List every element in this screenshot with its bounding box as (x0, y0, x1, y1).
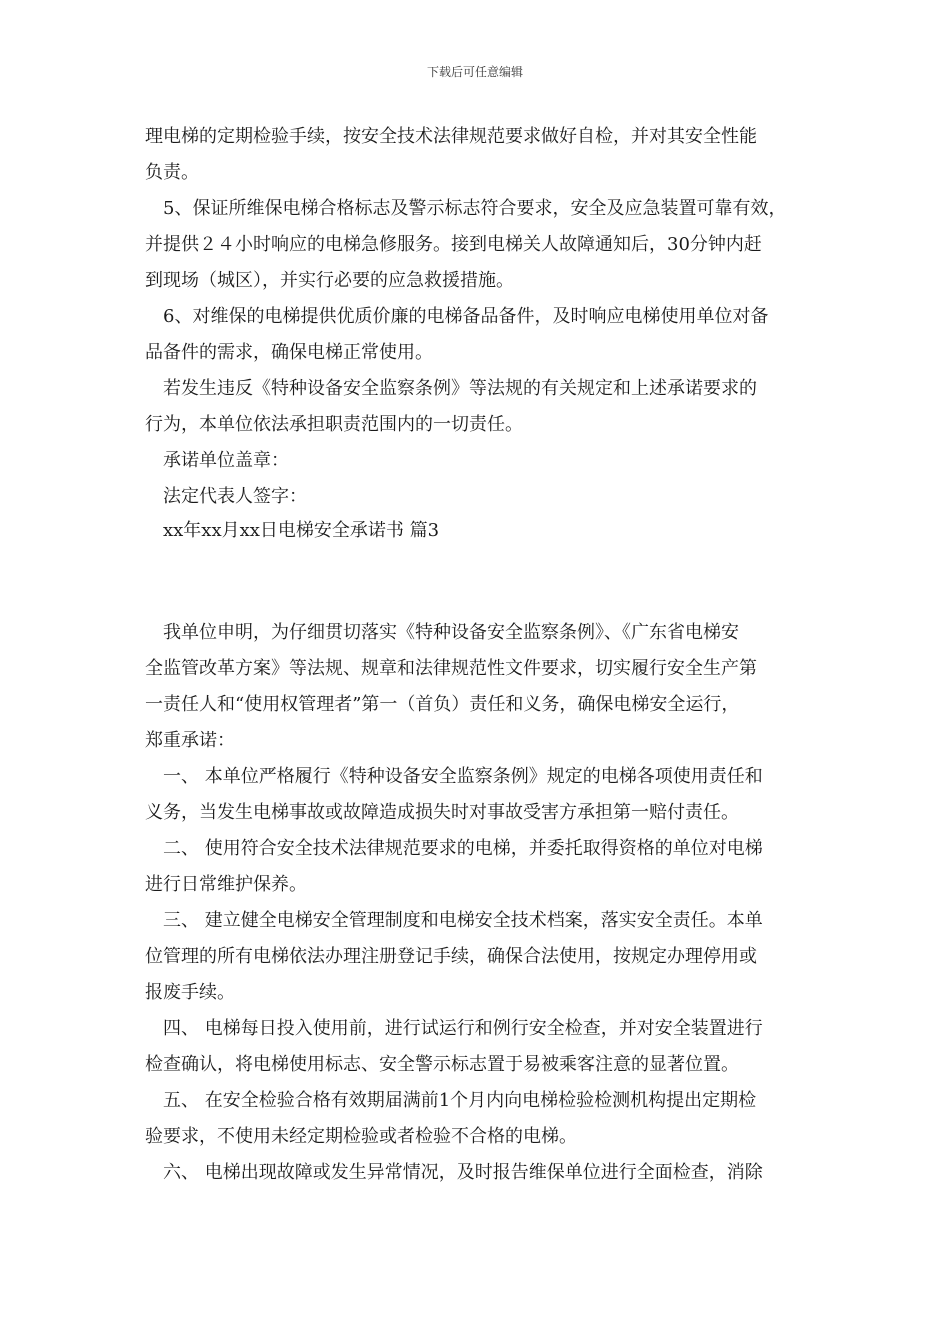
body-line-13: 我单位申明，为仔细贯切落实《特种设备安全监察条例》、《广东省电梯安 (163, 622, 739, 643)
body-line-14: 全监管改革方案》等法规、规章和法律规范性文件要求，切实履行安全生产第 (145, 658, 757, 679)
body-line-22: 位管理的所有电梯依法办理注册登记手续，确保合法使用，按规定办理停用或 (145, 946, 757, 967)
body-line-4: 并提供２４小时响应的电梯急修服务。接到电梯关人故障通知后，30分钟内赶 (145, 234, 762, 255)
body-line-17: 一、 本单位严格履行《特种设备安全监察条例》规定的电梯各项使用责任和 (163, 766, 763, 787)
body-line-18: 义务，当发生电梯事故或故障造成损失时对事故受害方承担第一赔付责任。 (145, 802, 739, 823)
body-line-8: 若发生违反《特种设备安全监察条例》等法规的有关规定和上述承诺要求的 (163, 378, 757, 399)
body-line-20: 进行日常维护保养。 (145, 874, 307, 895)
body-line-7: 品备件的需求，确保电梯正常使用。 (145, 342, 433, 363)
body-line-19: 二、 使用符合安全技术法律规范要求的电梯，并委托取得资格的单位对电梯 (163, 838, 763, 859)
body-line-26: 五、 在安全检验合格有效期届满前1个月内向电梯检验检测机构提出定期检 (163, 1090, 757, 1111)
body-line-27: 验要求，不使用未经定期检验或者检验不合格的电梯。 (145, 1126, 577, 1147)
body-line-25: 检查确认，将电梯使用标志、安全警示标志置于易被乘客注意的显著位置。 (145, 1054, 739, 1075)
body-line-6: 6、对维保的电梯提供优质价廉的电梯备品备件，及时响应电梯使用单位对备 (163, 306, 769, 327)
body-line-2: 负责。 (145, 162, 199, 183)
body-line-11: 法定代表人签字： (163, 486, 307, 507)
body-line-9: 行为，本单位依法承担职责范围内的一切责任。 (145, 414, 523, 435)
body-line-21: 三、 建立健全电梯安全管理制度和电梯安全技术档案，落实安全责任。本单 (163, 910, 763, 931)
page-header-note: 下载后可任意编辑 (426, 65, 523, 79)
body-line-16: 郑重承诺： (145, 730, 235, 751)
body-line-24: 四、 电梯每日投入使用前，进行试运行和例行安全检查，并对安全装置进行 (163, 1018, 763, 1039)
body-line-15: 一责任人和“使用权管理者”第一（首负）责任和义务，确保电梯安全运行， (145, 694, 740, 715)
body-line-5: 到现场（城区），并实行必要的应急救援措施。 (145, 270, 514, 291)
body-line-3: 5、保证所维保电梯合格标志及警示标志符合要求，安全及应急装置可靠有效， (163, 198, 787, 219)
body-line-28: 六、 电梯出现故障或发生异常情况，及时报告维保单位进行全面检查，消除 (163, 1162, 763, 1183)
body-line-1: 理电梯的定期检验手续，按安全技术法律规范要求做好自检，并对其安全性能 (145, 126, 757, 147)
body-line-23: 报废手续。 (145, 982, 235, 1003)
body-line-10: 承诺单位盖章： (163, 450, 289, 471)
section-heading: xx年xx月xx日电梯安全承诺书 篇3 (163, 520, 440, 541)
